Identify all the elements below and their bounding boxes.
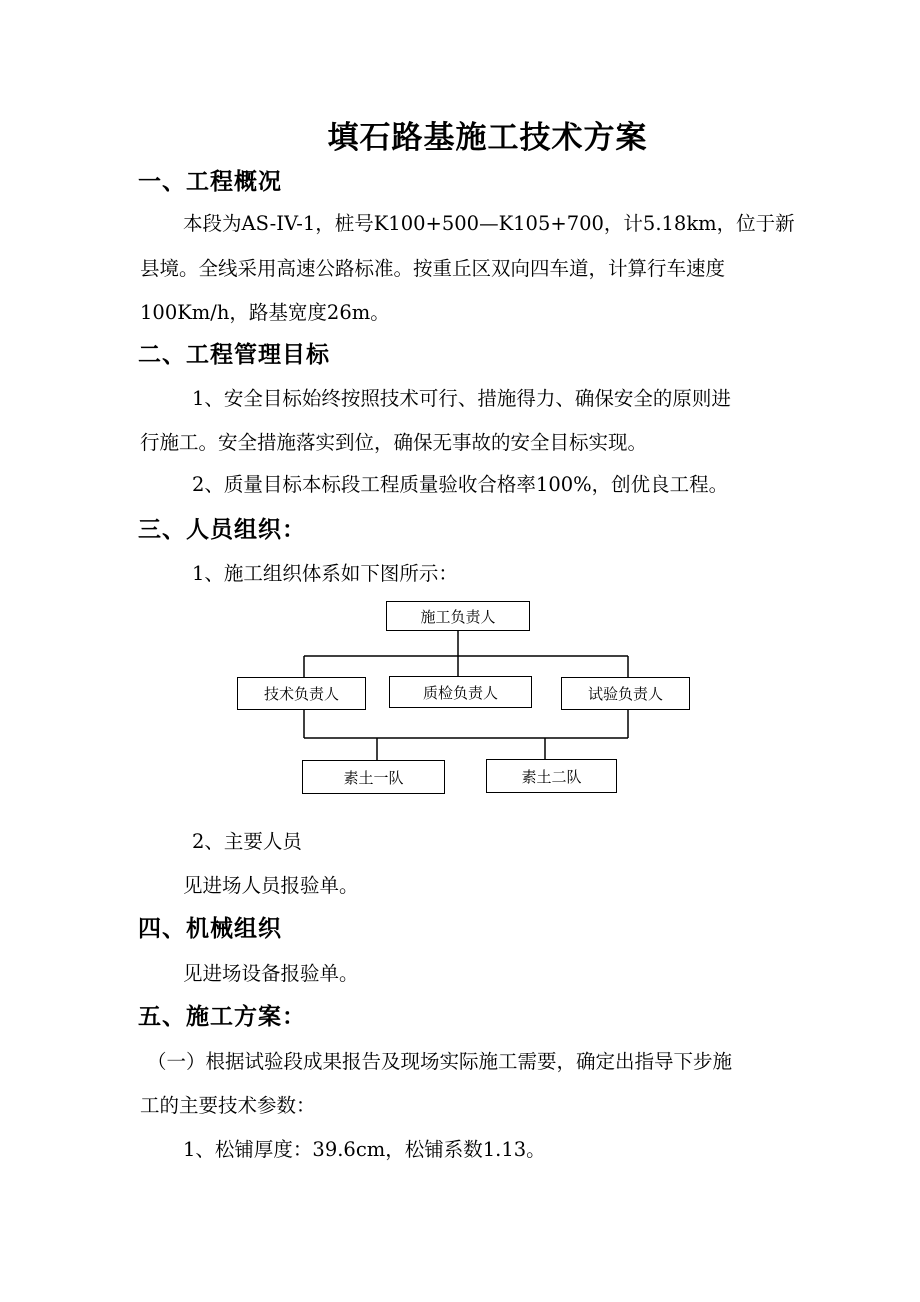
org-node-team-1: 素土一队 (302, 760, 445, 794)
org-node-testing-lead: 试验负责人 (561, 677, 690, 710)
paragraph-line: 见进场设备报验单。 (183, 962, 359, 985)
paragraph-line: 行施工。安全措施落实到位，确保无事故的安全目标实现。 (140, 431, 648, 454)
paragraph-line: 县境。全线采用高速公路标准。按重丘区双向四车道，计算行车速度 (140, 257, 726, 280)
section-heading-management-goals: 二、工程管理目标 (138, 342, 330, 368)
org-node-quality-lead: 质检负责人 (389, 676, 532, 708)
section-heading-construction-plan: 五、施工方案： (138, 1004, 306, 1030)
paragraph-line: 1、松铺厚度：39.6cm，松铺系数1.13。 (183, 1138, 546, 1161)
paragraph-line: 本段为AS-IV-1，桩号K100+500—K105+700，计5.18km，位于新 (183, 212, 795, 235)
section-heading-machinery: 四、机械组织 (138, 916, 282, 942)
paragraph-line: 1、施工组织体系如下图所示： (192, 562, 458, 585)
paragraph-line: （一）根据试验段成果报告及现场实际施工需要，确定出指导下步施 (147, 1050, 733, 1073)
paragraph-line: 见进场人员报验单。 (183, 874, 359, 897)
org-node-team-2: 素土二队 (486, 759, 617, 793)
paragraph-line: 工的主要技术参数： (140, 1094, 316, 1117)
org-node-technical-lead: 技术负责人 (237, 677, 366, 710)
document-title: 填石路基施工技术方案 (327, 120, 648, 156)
paragraph-line: 2、质量目标本标段工程质量验收合格率100%，创优良工程。 (192, 473, 729, 496)
section-heading-overview: 一、工程概况 (138, 169, 282, 195)
paragraph-line: 1、安全目标始终按照技术可行、措施得力、确保安全的原则进 (192, 387, 731, 410)
paragraph-line: 100Km/h，路基宽度26m。 (140, 301, 390, 324)
org-node-construction-lead: 施工负责人 (386, 601, 530, 631)
section-heading-personnel: 三、人员组织： (138, 517, 306, 543)
paragraph-line: 2、主要人员 (192, 830, 302, 853)
